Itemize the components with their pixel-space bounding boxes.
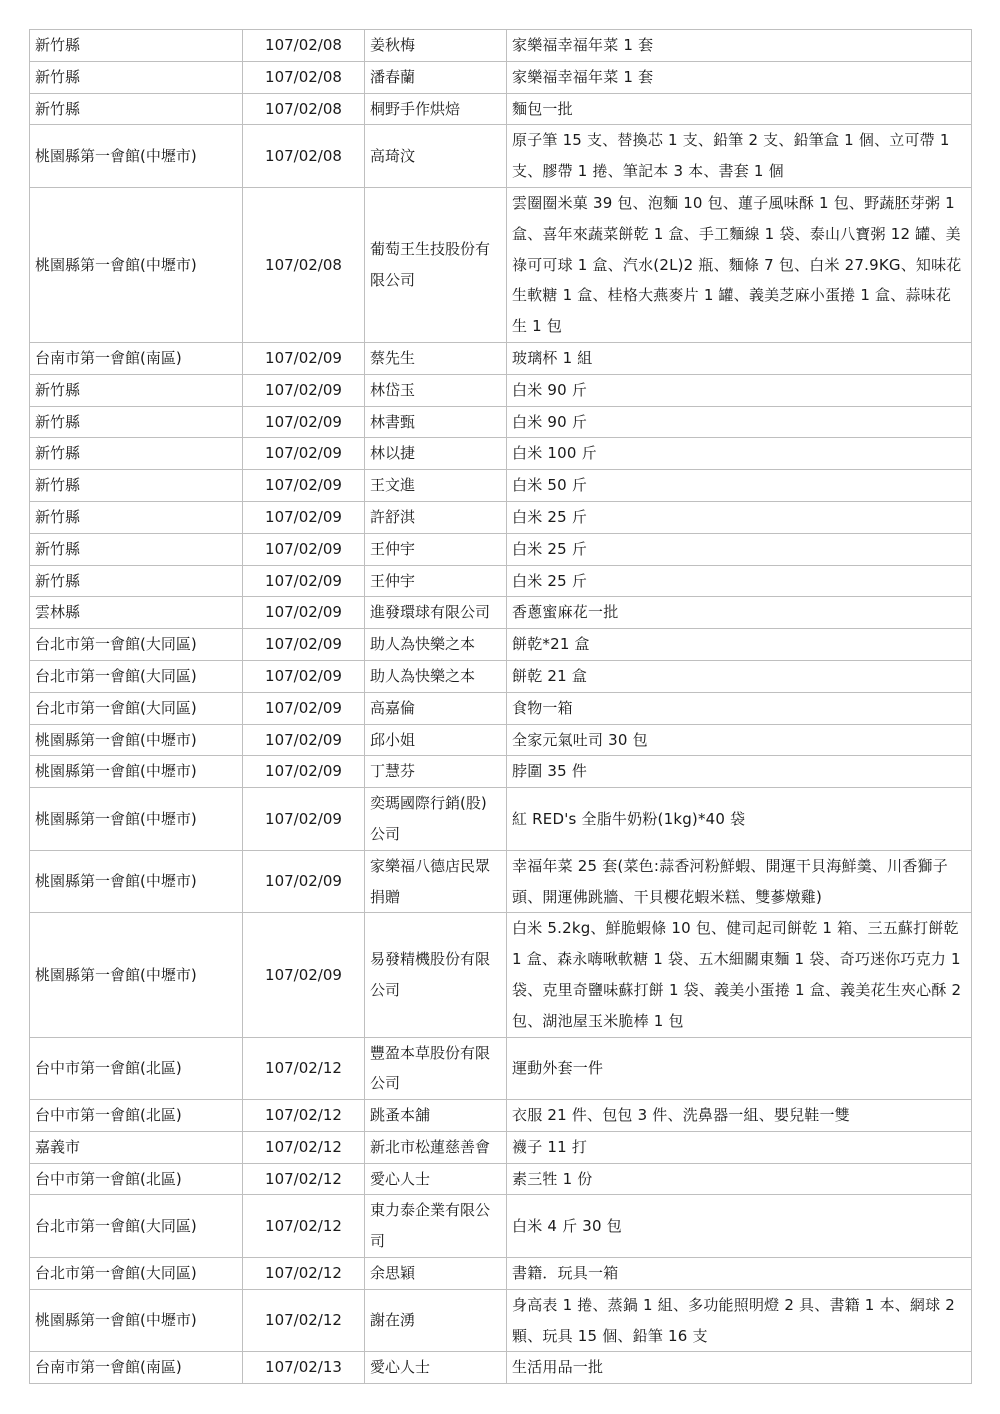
table-row xyxy=(30,692,972,724)
date-cell: 107/02/08 xyxy=(243,93,365,125)
donor-cell: 東力泰企業有限公司 xyxy=(365,1195,507,1258)
donor-cell: 林書甄 xyxy=(365,406,507,438)
items-cell: 白米 90 斤 xyxy=(507,374,972,406)
table-row xyxy=(30,724,972,756)
date-cell: 107/02/09 xyxy=(243,533,365,565)
date-cell: 107/02/09 xyxy=(243,724,365,756)
table-row xyxy=(30,1258,972,1290)
donor-cell: 邱小姐 xyxy=(365,724,507,756)
items-cell: 白米 25 斤 xyxy=(507,533,972,565)
items-cell: 身高表 1 捲、蒸鍋 1 組、多功能照明燈 2 具、書籍 1 本、網球 2 顆、玩具 15 個、鉛筆 16 支 xyxy=(507,1289,972,1352)
donor-cell: 助人為快樂之本 xyxy=(365,660,507,692)
date-cell: 107/02/09 xyxy=(243,438,365,470)
items-cell: 白米 90 斤 xyxy=(507,406,972,438)
date-cell: 107/02/09 xyxy=(243,660,365,692)
location-cell: 桃園縣第一會館(中壢市) xyxy=(30,187,243,342)
date-cell: 107/02/09 xyxy=(243,597,365,629)
items-cell: 家樂福幸福年菜 1 套 xyxy=(507,61,972,93)
donation-table-body xyxy=(30,30,972,1384)
items-cell: 白米 5.2kg、鮮脆蝦條 10 包、健司起司餅乾 1 箱、三五蘇打餅乾 1 盒、森永嗨啾軟糖 1 袋、五木細關東麵 1 袋、奇巧迷你巧克力 1 袋、克里奇鹽味蘇打餅 1 袋、義美小蛋捲 1 盒、義美花生夾心酥 2 包、湖池屋玉米脆棒 1 包 xyxy=(507,913,972,1037)
table-row xyxy=(30,597,972,629)
location-cell: 台南市第一會館(南區) xyxy=(30,1352,243,1384)
donor-cell: 林岱玉 xyxy=(365,374,507,406)
donor-cell: 余思穎 xyxy=(365,1258,507,1290)
donor-cell: 王仲宇 xyxy=(365,533,507,565)
table-row xyxy=(30,1352,972,1384)
items-cell: 脖圍 35 件 xyxy=(507,756,972,788)
location-cell: 新竹縣 xyxy=(30,93,243,125)
date-cell: 107/02/08 xyxy=(243,187,365,342)
table-row xyxy=(30,1131,972,1163)
table-row xyxy=(30,93,972,125)
location-cell: 新竹縣 xyxy=(30,470,243,502)
location-cell: 桃園縣第一會館(中壢市) xyxy=(30,125,243,188)
location-cell: 新竹縣 xyxy=(30,438,243,470)
location-cell: 台中市第一會館(北區) xyxy=(30,1037,243,1100)
location-cell: 新竹縣 xyxy=(30,501,243,533)
table-row xyxy=(30,406,972,438)
items-cell: 玻璃杯 1 組 xyxy=(507,342,972,374)
location-cell: 桃園縣第一會館(中壢市) xyxy=(30,1289,243,1352)
items-cell: 運動外套一件 xyxy=(507,1037,972,1100)
location-cell: 雲林縣 xyxy=(30,597,243,629)
date-cell: 107/02/08 xyxy=(243,125,365,188)
location-cell: 新竹縣 xyxy=(30,533,243,565)
donation-table xyxy=(29,29,972,1384)
date-cell: 107/02/09 xyxy=(243,470,365,502)
donor-cell: 王文進 xyxy=(365,470,507,502)
donor-cell: 潘春蘭 xyxy=(365,61,507,93)
donor-cell: 家樂福八德店民眾捐贈 xyxy=(365,850,507,913)
items-cell: 白米 4 斤 30 包 xyxy=(507,1195,972,1258)
location-cell: 新竹縣 xyxy=(30,406,243,438)
location-cell: 桃園縣第一會館(中壢市) xyxy=(30,756,243,788)
items-cell: 襪子 11 打 xyxy=(507,1131,972,1163)
items-cell: 紅 RED's 全脂牛奶粉(1kg)*40 袋 xyxy=(507,788,972,851)
donor-cell: 助人為快樂之本 xyxy=(365,629,507,661)
items-cell: 全家元氣吐司 30 包 xyxy=(507,724,972,756)
items-cell: 原子筆 15 支、替換芯 1 支、鉛筆 2 支、鉛筆盒 1 個、立可帶 1 支、膠帶 1 捲、筆記本 3 本、書套 1 個 xyxy=(507,125,972,188)
items-cell: 雲圈圈米菓 39 包、泡麵 10 包、蓮子風味酥 1 包、野蔬胚芽粥 1 盒、喜年來蔬菜餅乾 1 盒、手工麵線 1 袋、泰山八寶粥 12 罐、美祿可可球 1 盒、汽水(2L)2 瓶、麵條 7 包、白米 27.9KG、知味花生軟糖 1 盒、桂格大燕麥片 1 罐、義美芝麻小蛋捲 1 盒、蒜味花生 1 包 xyxy=(507,187,972,342)
donor-cell: 愛心人士 xyxy=(365,1163,507,1195)
donor-cell: 豐盈本草股份有限公司 xyxy=(365,1037,507,1100)
donor-cell: 高琦汶 xyxy=(365,125,507,188)
table-row xyxy=(30,30,972,62)
items-cell: 麵包一批 xyxy=(507,93,972,125)
location-cell: 台南市第一會館(南區) xyxy=(30,342,243,374)
date-cell: 107/02/09 xyxy=(243,374,365,406)
date-cell: 107/02/09 xyxy=(243,850,365,913)
items-cell: 餅乾*21 盒 xyxy=(507,629,972,661)
items-cell: 食物一箱 xyxy=(507,692,972,724)
table-row xyxy=(30,788,972,851)
location-cell: 新竹縣 xyxy=(30,565,243,597)
items-cell: 白米 100 斤 xyxy=(507,438,972,470)
donor-cell: 謝在湧 xyxy=(365,1289,507,1352)
donor-cell: 新北市松蓮慈善會 xyxy=(365,1131,507,1163)
items-cell: 白米 25 斤 xyxy=(507,565,972,597)
table-row xyxy=(30,565,972,597)
location-cell: 台北市第一會館(大同區) xyxy=(30,1195,243,1258)
table-row xyxy=(30,629,972,661)
table-row xyxy=(30,438,972,470)
donation-record-page xyxy=(29,29,971,1384)
table-row xyxy=(30,1100,972,1132)
location-cell: 桃園縣第一會館(中壢市) xyxy=(30,788,243,851)
location-cell: 台中市第一會館(北區) xyxy=(30,1163,243,1195)
location-cell: 新竹縣 xyxy=(30,30,243,62)
table-row xyxy=(30,501,972,533)
items-cell: 白米 50 斤 xyxy=(507,470,972,502)
date-cell: 107/02/12 xyxy=(243,1195,365,1258)
date-cell: 107/02/09 xyxy=(243,565,365,597)
location-cell: 新竹縣 xyxy=(30,374,243,406)
items-cell: 書籍．玩具一箱 xyxy=(507,1258,972,1290)
date-cell: 107/02/09 xyxy=(243,629,365,661)
location-cell: 台中市第一會館(北區) xyxy=(30,1100,243,1132)
location-cell: 新竹縣 xyxy=(30,61,243,93)
date-cell: 107/02/09 xyxy=(243,342,365,374)
donor-cell: 跳蚤本舖 xyxy=(365,1100,507,1132)
location-cell: 桃園縣第一會館(中壢市) xyxy=(30,724,243,756)
items-cell: 家樂福幸福年菜 1 套 xyxy=(507,30,972,62)
donor-cell: 王仲宇 xyxy=(365,565,507,597)
table-row xyxy=(30,1289,972,1352)
donor-cell: 許舒淇 xyxy=(365,501,507,533)
date-cell: 107/02/09 xyxy=(243,501,365,533)
location-cell: 台北市第一會館(大同區) xyxy=(30,660,243,692)
location-cell: 桃園縣第一會館(中壢市) xyxy=(30,913,243,1037)
table-row xyxy=(30,1037,972,1100)
donor-cell: 林以捷 xyxy=(365,438,507,470)
items-cell: 香蔥蜜麻花一批 xyxy=(507,597,972,629)
date-cell: 107/02/13 xyxy=(243,1352,365,1384)
date-cell: 107/02/12 xyxy=(243,1258,365,1290)
location-cell: 嘉義市 xyxy=(30,1131,243,1163)
table-row xyxy=(30,756,972,788)
table-row xyxy=(30,187,972,342)
table-row xyxy=(30,342,972,374)
items-cell: 餅乾 21 盒 xyxy=(507,660,972,692)
items-cell: 素三牲 1 份 xyxy=(507,1163,972,1195)
donor-cell: 丁慧芬 xyxy=(365,756,507,788)
table-row xyxy=(30,1195,972,1258)
date-cell: 107/02/08 xyxy=(243,30,365,62)
date-cell: 107/02/09 xyxy=(243,913,365,1037)
donor-cell: 高嘉倫 xyxy=(365,692,507,724)
table-row xyxy=(30,660,972,692)
donor-cell: 姜秋梅 xyxy=(365,30,507,62)
table-row xyxy=(30,470,972,502)
location-cell: 台北市第一會館(大同區) xyxy=(30,692,243,724)
date-cell: 107/02/09 xyxy=(243,406,365,438)
date-cell: 107/02/12 xyxy=(243,1100,365,1132)
items-cell: 衣服 21 件、包包 3 件、洗鼻器一組、嬰兒鞋一雙 xyxy=(507,1100,972,1132)
date-cell: 107/02/12 xyxy=(243,1163,365,1195)
table-row xyxy=(30,913,972,1037)
location-cell: 台北市第一會館(大同區) xyxy=(30,629,243,661)
date-cell: 107/02/09 xyxy=(243,756,365,788)
date-cell: 107/02/12 xyxy=(243,1289,365,1352)
location-cell: 桃園縣第一會館(中壢市) xyxy=(30,850,243,913)
table-row xyxy=(30,1163,972,1195)
table-row xyxy=(30,533,972,565)
location-cell: 台北市第一會館(大同區) xyxy=(30,1258,243,1290)
date-cell: 107/02/09 xyxy=(243,788,365,851)
donor-cell: 葡萄王生技股份有限公司 xyxy=(365,187,507,342)
table-row xyxy=(30,61,972,93)
donor-cell: 蔡先生 xyxy=(365,342,507,374)
date-cell: 107/02/12 xyxy=(243,1131,365,1163)
date-cell: 107/02/12 xyxy=(243,1037,365,1100)
items-cell: 白米 25 斤 xyxy=(507,501,972,533)
donor-cell: 桐野手作烘焙 xyxy=(365,93,507,125)
donor-cell: 愛心人士 xyxy=(365,1352,507,1384)
items-cell: 幸福年菜 25 套(菜色:蒜香河粉鮮蝦、開運干貝海鮮羹、川香獅子頭、開運佛跳牆、干貝櫻花蝦米糕、雙蔘燉雞) xyxy=(507,850,972,913)
date-cell: 107/02/09 xyxy=(243,692,365,724)
table-row xyxy=(30,850,972,913)
donor-cell: 進發環球有限公司 xyxy=(365,597,507,629)
table-row xyxy=(30,374,972,406)
date-cell: 107/02/08 xyxy=(243,61,365,93)
table-row xyxy=(30,125,972,188)
donor-cell: 易發精機股份有限公司 xyxy=(365,913,507,1037)
items-cell: 生活用品一批 xyxy=(507,1352,972,1384)
donor-cell: 奕瑪國際行銷(股)公司 xyxy=(365,788,507,851)
